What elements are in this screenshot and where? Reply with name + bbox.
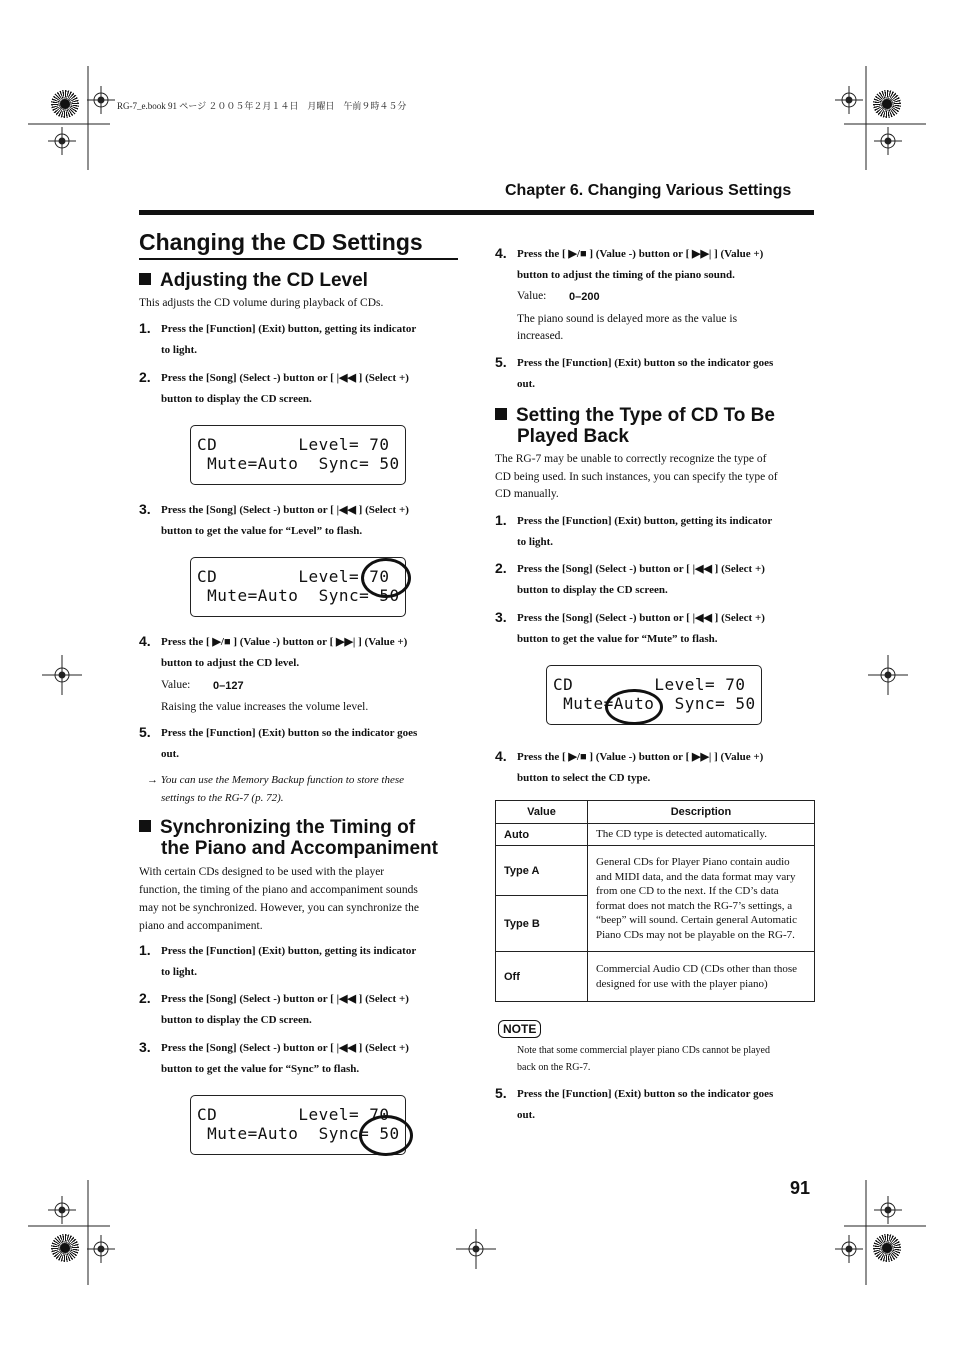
header-rule xyxy=(139,210,814,215)
table-header-row xyxy=(496,801,815,824)
section-heading-cd-level: Adjusting the CD Level xyxy=(139,270,368,291)
section-heading-sync: Synchronizing the Timing of the Piano and Accompaniment xyxy=(139,817,438,859)
step-number: 2. xyxy=(139,990,151,1006)
highlight-circle-mute xyxy=(605,689,663,725)
heading-square-icon xyxy=(495,408,507,420)
step-number: 2. xyxy=(495,560,507,576)
table-cell-description-shared: General CDs for Player Piano contain audio and MIDI data, and the data format may vary from one CD to the next. If the CD’s data format does not match the RG-7’s settings, a “beep” will sound. Certain general Automatic Piano CDs may not be playable on the RG-7. xyxy=(588,846,815,952)
step-text: Press the [Song] (Select -) button or [ |◀◀ ] (Select +) button to get the value for “Level” to flash. xyxy=(161,504,409,537)
table-header-description: Description xyxy=(588,801,815,824)
print-dial-mark-tr xyxy=(873,90,901,118)
step-text: Press the [Function] (Exit) button, getting its indicator to light. xyxy=(161,323,417,356)
table-header-value: Value xyxy=(496,801,588,824)
step-number: 4. xyxy=(495,748,507,764)
step-text: Press the [Song] (Select -) button or [ |◀◀ ] (Select +) button to display the CD screen. xyxy=(161,993,409,1026)
step-number: 5. xyxy=(495,1085,507,1101)
table-cell-value: Type B xyxy=(496,896,588,952)
lcd-row-2: Mute=Auto Sync= 50 xyxy=(197,454,400,473)
cd-level-intro: This adjusts the CD volume during playback of CDs. xyxy=(139,297,384,309)
table-cell-value: Off xyxy=(496,952,588,1002)
print-dial-mark-tl xyxy=(51,90,79,118)
value-label: Value: xyxy=(161,679,191,691)
step-text: Press the [Song] (Select -) button or [ |◀◀ ] (Select +) button to display the CD screen. xyxy=(517,563,765,596)
table-cell-description: Commercial Audio CD (CDs other than those designed for use with the player piano) xyxy=(588,952,815,1002)
lcd-row-1: CD Level= 70 xyxy=(197,567,390,586)
step-text: Press the [Function] (Exit) button, getting its indicator to light. xyxy=(517,515,773,548)
value-range: 0–127 xyxy=(213,680,244,692)
table-cell-value: Auto xyxy=(496,824,588,846)
highlight-circle-level xyxy=(361,558,411,598)
step-text: Press the [ ▶/■ ] (Value -) button or [ ▶▶| ] (Value +) button to adjust the CD level. xyxy=(161,636,408,669)
title-rule xyxy=(139,258,458,260)
lcd-row-2: Mute=Auto Sync= 50 xyxy=(197,586,400,605)
cd-type-intro: The RG-7 may be unable to correctly recognize the type of CD being used. In such instances, you can specify the type of CD manually. xyxy=(495,453,778,500)
value-label: Value: xyxy=(517,290,547,302)
highlight-circle-sync xyxy=(359,1115,413,1156)
table-row xyxy=(496,846,815,896)
step-number: 5. xyxy=(139,724,151,740)
step-text: Press the [Song] (Select -) button or [ |◀◀ ] (Select +) button to get the value for “Sync” to flash. xyxy=(161,1042,409,1075)
note-badge: NOTE xyxy=(498,1020,541,1038)
chapter-title: Chapter 6. Changing Various Settings xyxy=(505,182,792,199)
value-range: 0–200 xyxy=(569,291,600,303)
step-number: 1. xyxy=(139,320,151,336)
step-number: 2. xyxy=(139,369,151,385)
step-number: 5. xyxy=(495,354,507,370)
print-dial-mark-br xyxy=(873,1234,901,1262)
step-number: 1. xyxy=(139,942,151,958)
memory-backup-note: → You can use the Memory Backup function to store these settings to the RG-7 (p. 72). xyxy=(147,774,405,804)
lcd-row-2: Mute=Auto Sync= 50 xyxy=(197,1124,400,1143)
table-row xyxy=(496,952,815,1002)
heading-square-icon xyxy=(139,820,151,832)
step-text: Press the [Function] (Exit) button, getting its indicator to light. xyxy=(161,945,417,978)
step-text: Press the [Function] (Exit) button so the indicator goes out. xyxy=(517,357,774,390)
print-dial-mark-bl xyxy=(51,1234,79,1262)
cd-type-table xyxy=(495,800,815,1002)
step-text: Press the [Function] (Exit) button so the indicator goes out. xyxy=(517,1088,774,1121)
section-heading-cd-type: Setting the Type of CD To Be Played Back xyxy=(495,405,775,447)
sync-intro: With certain CDs designed to be used with the player function, the timing of the piano and accompaniment sounds may not be synchronized. However, you can synchronize the piano and accompaniment. xyxy=(139,866,419,932)
table-row xyxy=(496,824,815,846)
lcd-row-1: CD Level= 70 xyxy=(197,435,390,454)
step-text: Press the [Song] (Select -) button or [ |◀◀ ] (Select +) button to display the CD screen. xyxy=(161,372,409,405)
note-text: Note that some commercial player piano CDs cannot be played back on the RG-7. xyxy=(517,1045,770,1073)
step-number: 3. xyxy=(139,1039,151,1055)
step-number: 4. xyxy=(139,633,151,649)
book-info-line: RG-7_e.book 91 ページ ２００５年２月１４日 月曜日 午前９時４５分 xyxy=(117,101,407,111)
value-description: Raising the value increases the volume level. xyxy=(161,701,369,713)
table-cell-description: The CD type is detected automatically. xyxy=(588,824,815,846)
step-text: Press the [Song] (Select -) button or [ |◀◀ ] (Select +) button to get the value for “Mute” to flash. xyxy=(517,612,765,645)
page-number: 91 xyxy=(790,1178,811,1198)
lcd-row-1: CD Level= 70 xyxy=(553,675,746,694)
heading-square-icon xyxy=(139,273,151,285)
step-number: 3. xyxy=(139,501,151,517)
step-text: Press the [ ▶/■ ] (Value -) button or [ ▶▶| ] (Value +) button to select the CD type. xyxy=(517,751,764,784)
table-cell-value: Type A xyxy=(496,846,588,896)
lcd-row-2: Mute=Auto Sync= 50 xyxy=(553,694,756,713)
step-number: 1. xyxy=(495,512,507,528)
step-number: 3. xyxy=(495,609,507,625)
step-number: 4. xyxy=(495,245,507,261)
value-description: The piano sound is delayed more as the value is increased. xyxy=(517,313,738,342)
step-text: Press the [Function] (Exit) button so the indicator goes out. xyxy=(161,727,418,760)
lcd-row-1: CD Level= 70 xyxy=(197,1105,390,1124)
lcd-display xyxy=(190,425,406,485)
page-title: Changing the CD Settings xyxy=(139,229,423,255)
step-text: Press the [ ▶/■ ] (Value -) button or [ ▶▶| ] (Value +) button to adjust the timing of the piano sound. xyxy=(517,248,764,281)
